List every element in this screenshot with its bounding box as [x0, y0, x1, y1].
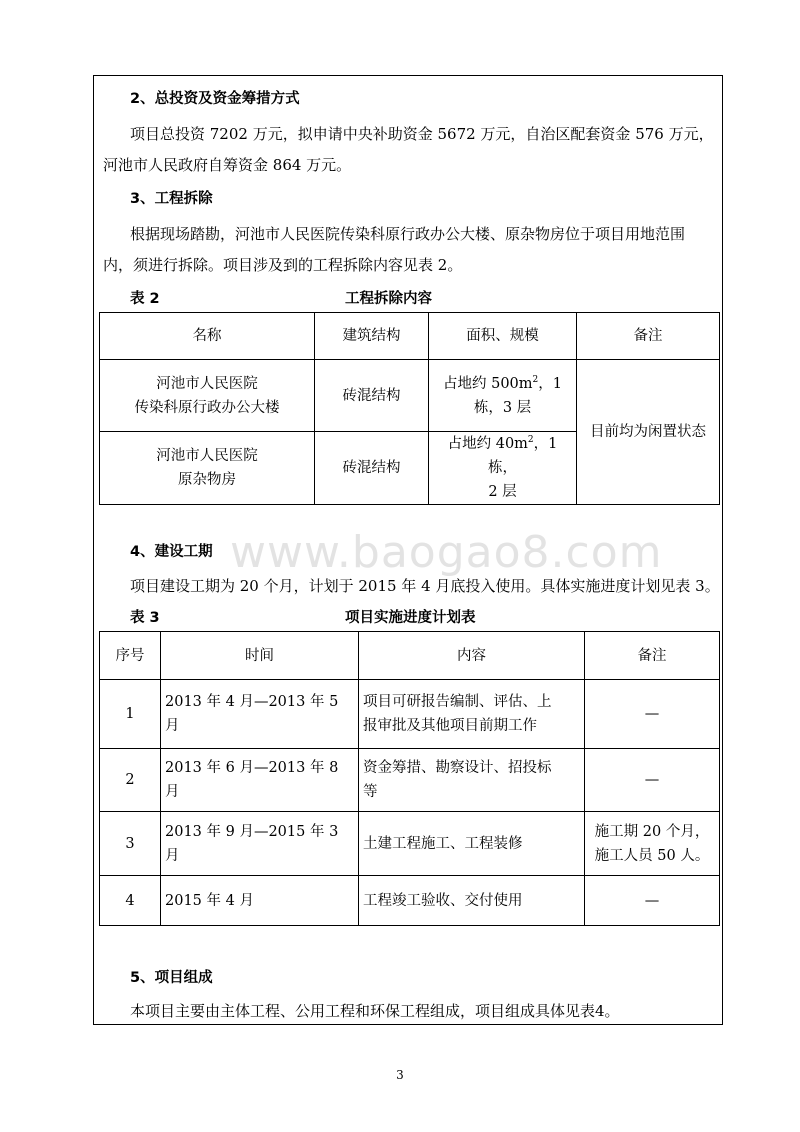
table-header-cell: 名称	[100, 313, 315, 360]
name-line: 河池市人民医院	[156, 375, 258, 392]
note-cell: —	[585, 876, 720, 926]
page-number: 3	[396, 1068, 404, 1082]
table2	[99, 312, 720, 505]
no-cell: 3	[100, 812, 161, 876]
table-header-cell: 时间	[161, 632, 359, 680]
table2-label: 表 2	[130, 291, 160, 307]
no-cell: 4	[100, 876, 161, 926]
name-line: 河池市人民医院	[156, 448, 258, 464]
area-cell	[429, 360, 577, 432]
table-row	[100, 680, 720, 749]
name-cell	[100, 432, 315, 505]
content-cell	[359, 749, 585, 812]
time-cell: 2015 年 4 月	[161, 876, 359, 926]
area-sup: 2	[527, 435, 534, 446]
section2-heading: 2、总投资及资金筹措方式	[130, 91, 300, 107]
table-header-cell: 序号	[100, 632, 161, 680]
table-row	[100, 812, 720, 876]
structure-cell: 砖混结构	[315, 432, 429, 505]
content-line: 等	[363, 784, 378, 800]
table-header-cell: 面积、规模	[429, 313, 577, 360]
area-text: ，1	[538, 375, 562, 392]
area-sup: 2	[532, 374, 539, 385]
table-header-cell: 建筑结构	[315, 313, 429, 360]
structure-cell: 砖混结构	[315, 360, 429, 432]
table-header-cell: 内容	[359, 632, 585, 680]
note-cell	[585, 812, 720, 876]
watermark: www.baogao8.com	[230, 527, 663, 578]
table-row	[100, 876, 720, 926]
section2-line2: 河池市人民政府自筹资金 864 万元。	[103, 156, 352, 174]
section4-line1: 项目建设工期为 20 个月，计划于 2015 年 4 月底投入使用。具体实施进度计划见表 3。	[130, 577, 720, 595]
content-line: 资金筹措、勘察设计、招投标	[363, 760, 552, 776]
no-cell: 1	[100, 680, 161, 749]
area-text: 2 层	[488, 484, 517, 500]
section4-heading: 4、建设工期	[130, 544, 213, 560]
content-cell: 工程竣工验收、交付使用	[359, 876, 585, 926]
table3-title: 项目实施进度计划表	[345, 610, 476, 626]
section3-heading: 3、工程拆除	[130, 191, 213, 207]
table-header-cell: 备注	[577, 313, 720, 360]
name-line: 原杂物房	[178, 472, 236, 488]
content-cell: 土建工程施工、工程装修	[359, 812, 585, 876]
name-cell	[100, 360, 315, 432]
time-cell: 2013 年 6 月—2013 年 8 月	[161, 749, 359, 812]
name-line: 传染科原行政办公大楼	[134, 399, 280, 416]
content-cell	[359, 680, 585, 749]
note-line: 施工人员 50 人。	[594, 847, 710, 864]
note-cell: —	[585, 749, 720, 812]
area-text: ，1 栋，	[488, 436, 558, 476]
no-cell: 2	[100, 749, 161, 812]
table-header-cell: 备注	[585, 632, 720, 680]
area-cell	[429, 432, 577, 505]
area-text: 栋，3 层	[473, 399, 532, 416]
table3-label: 表 3	[130, 610, 160, 626]
area-text: 占地约 40m	[447, 436, 528, 452]
table-row	[100, 360, 720, 432]
table3	[99, 631, 720, 926]
time-cell: 2013 年 4 月—2013 年 5 月	[161, 680, 359, 749]
note-line: 施工期 20 个月，	[594, 823, 710, 840]
table-header-row	[100, 632, 720, 680]
area-text: 占地约 500m	[442, 375, 533, 392]
note-cell: 目前均为闲置状态	[577, 360, 720, 505]
table2-title: 工程拆除内容	[345, 291, 432, 307]
section3-line1: 根据现场踏勘，河池市人民医院传染科原行政办公大楼、原杂物房位于项目用地范围	[130, 225, 686, 243]
table-row	[100, 749, 720, 812]
section5-line1: 本项目主要由主体工程、公用工程和环保工程组成，项目组成具体见表4。	[130, 1002, 620, 1020]
section3-line2: 内，须进行拆除。项目涉及到的工程拆除内容见表 2。	[103, 256, 463, 274]
table-header-row	[100, 313, 720, 360]
section5-heading: 5、项目组成	[130, 970, 213, 986]
time-cell: 2013 年 9 月—2015 年 3 月	[161, 812, 359, 876]
note-cell: —	[585, 680, 720, 749]
content-line: 报审批及其他项目前期工作	[363, 718, 537, 734]
content-line: 项目可研报告编制、评估、上	[363, 694, 552, 710]
section2-line1: 项目总投资 7202 万元，拟申请中央补助资金 5672 万元，自治区配套资金 576 万元，	[130, 125, 714, 143]
